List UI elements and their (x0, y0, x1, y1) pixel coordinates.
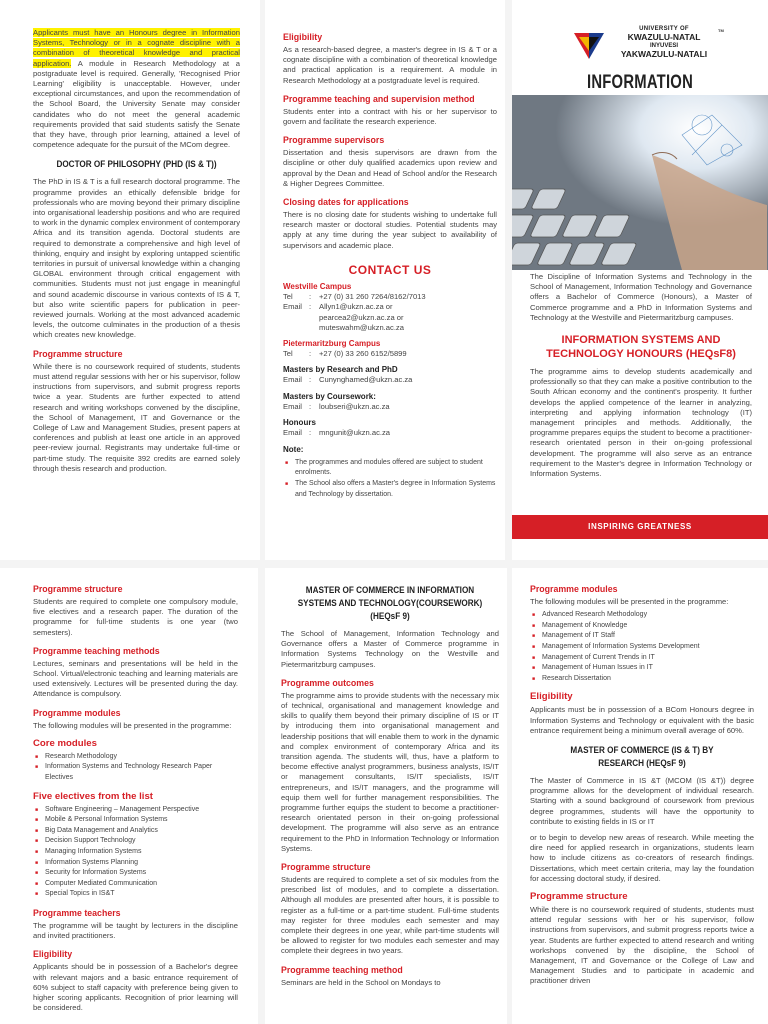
list-item: ■ Information Systems and Technology Research Paper Electives (33, 762, 238, 783)
closing-dates-text: There is no closing date for students wishing to undertake full research master or doctoral studies. Potential students may apply at any time during the year subject to availability of supervisors and academic place. (283, 210, 497, 250)
westville-email-row: Email : Allyn1@ukzn.ac.za or (283, 302, 393, 312)
closing-dates-title: Closing dates for applications (283, 197, 409, 208)
pmb-tel-row: Tel : +27 (0) 33 260 6152/5899 (283, 348, 407, 358)
list-item: ■ Management of Information Systems Development (530, 642, 754, 653)
list-item: ■ The programmes and modules offered are subject to student enrolments. (283, 458, 497, 479)
phd-title: DOCTOR OF PHILOSOPHY (PHD (IS & T)) (56, 159, 217, 171)
list-item: ■ Mobile & Personal Information Systems (33, 815, 238, 826)
outcomes-title: Programme outcomes (281, 677, 374, 688)
phd-structure-title: Programme structure (33, 348, 123, 359)
list-item: ■ Research Dissertation (530, 674, 754, 685)
panel-honours-details (0, 568, 258, 1024)
hons-structure-text: Students are required to complete one compulsory module, five electives and a research paper. The duration of the programme for full-time students is one year (two semesters). (33, 597, 238, 637)
list-item: ■ Big Data Management and Analytics (33, 826, 238, 837)
hons-teaching-text: Lectures, seminars and presentations will be held in the School. Virtual/electronic teaching and learning materials are used extensively. Lectures will be presented during the day. Attendance is compulsory. (33, 658, 238, 699)
cover-body (530, 272, 752, 479)
mcom-coursework-intro: The School of Management, Information Technology and Governance offers a Master of Commerce programme in Information Systems Technology on the Westville and Pietermaritzburg campuses. (281, 629, 499, 669)
list-item: ■ Security for Information Systems (33, 868, 238, 879)
honours-text: The programme aims to develop students academically and professionally so that they can make a positive contribution to the South African economy and the continent's prosperity. It further develops the applied competence of the learner in analyzing, interpreting and applying information technology (IT) management principles and methods. Additionally, the programme prepares equips the student to become a practitioner-research orientated person in their on-going professional development. The programme will also serve as an entrance requirement to the Master's degree in Information Technology or Information Systems. (530, 367, 752, 479)
mcom-teaching-title: Programme teaching method (281, 964, 403, 975)
westville-campus-label: Westville Campus (283, 281, 352, 291)
list-item: ■ Software Engineering – Management Perspective (33, 805, 238, 816)
panel-mcom-research (512, 568, 768, 1024)
note-label: Note: (283, 444, 304, 454)
logo-line-3: INYUVESI (649, 43, 678, 49)
mcom-modules-title: Programme modules (530, 584, 618, 594)
westville-email-3[interactable]: muteswahm@ukzn.ac.za (319, 323, 404, 333)
hero-image-keyboard (512, 95, 768, 270)
teachers-title: Programme teachers (33, 907, 121, 918)
core-modules-list (33, 752, 238, 784)
mcom-coursework-title: MASTER OF COMMERCE IN INFORMATION SYSTEMS AND TECHNOLOGY(COURSEWORK) (HEQsF 9) (297, 585, 483, 622)
mcom-structure-title: Programme structure (281, 862, 371, 873)
outcomes-text: The programme aims to provide students with the necessary mix of technical, organisational and management knowledge and skills to qualify them beyond their primary discipline of IS or IT by introducing them into organisational management and leadership positions that will enable them to work in the dynamic and complex environment of contemporary Africa and its transition agenda. The students will, thus, have a platform to become effective analyst programmers, business analysts, IS/IT or management consultants, IS/IT specialists, IS/IT entrepreneurs, and IS/IT managers, and the programme will equip them well for further management responsibilities. The programme further equips the student to become a practitioner-research orientated person in their on-going professional development. The programme will also serve as an entrance requirement to the PhD in Information Technology or Information Systems. (281, 690, 499, 853)
contact-us-title: CONTACT US (348, 262, 432, 277)
research-structure-title: Programme structure (530, 891, 628, 902)
logo-line-1: UNIVERSITY OF (639, 26, 689, 32)
trademark-mark: TM (718, 28, 724, 33)
mcom-eligibility-text: Applicants must have an Honours degree in Information Systems, Technology or in a cognate discipline with a combination of theoretical knowledge and practical application. A module in Research Methodology at a postgraduate level is required. Generally, 'Recognised Prior Learning' eligibility is unacceptable. However, under exceptional circumstances, and upon the recommendation of the School Board, the University Senate may consider candidates who do not meet the general academic requirements provided that said students satisfy the Senate that they have, through prior learning, attained a level of competence adequate for the pursuit of the MCom degree. (33, 28, 240, 150)
hons-modules-title: Programme modules (33, 707, 121, 718)
core-modules-title: Core modules (33, 737, 97, 749)
masters-coursework-label: Masters by Coursework: (283, 391, 376, 401)
panel-cover (512, 0, 768, 560)
logo-line-4: YAKWAZULU-NATALI (620, 49, 708, 59)
mcom-research-title: MASTER OF COMMERCE (IS & T) BY RESEARCH (HEQsF 9) (570, 744, 714, 769)
mcom-structure-text: Students are required to complete a set of six modules from the prescribed list of modules, and to complete a dissertation. Although all modules are presented after hours, it is possible to register as a full-time or a part-time student. Full-time students may register for three modules each semester and may complete their degrees in one year, while part-time students will be allowed to register for two modules each semester and may complete their degrees in two years. (281, 875, 499, 956)
cover-title: INFORMATION (586, 72, 694, 93)
mcom-modules-list (530, 610, 754, 684)
list-item: ■ Information Systems Planning (33, 858, 238, 869)
masters-research-email[interactable]: Cunynghamed@ukzn.ac.za (319, 375, 413, 385)
mcom-modules-text: The following modules will be presented in the programme: (530, 597, 729, 606)
inspiring-greatness-band: INSPIRING GREATNESS (512, 515, 768, 539)
teachers-text: The programme will be taught by lecturers in the discipline and invited practitioners. (33, 920, 238, 941)
masters-coursework-email[interactable]: loubseri@ukzn.ac.za (319, 401, 390, 411)
westville-email-2[interactable]: pearcea2@ukzn.ac.za or (319, 312, 404, 322)
panel-eligibility-contact: Eligibility As a research-based degree, a master's degree in IS & T or a cognate discipline with a combination of theoretical knowledge and practical application is a requirement. A module in Research Methodology at a postgraduate level is required. Programme teaching and supervision method Students enter into a contract with his or her supervisor to govern and facilitate the research experience. Programme supervisors Dissertation and thesis supervisors are drawn from the discipline or other duly qualified academics upon review and approval by the Dean and Head of School and/or the Research & Higher Degrees Committee. Closing dates for applications There is no closing date for students wishing to undertake full research master or doctoral studies. Potential students may apply at any time during the year subject to availability of supervisors and academic place. CONTACT US Westville Campus Tel : +27 (0) 31 260 7264/8162/7013 Email : Allyn1@ukzn.ac.za or pearcea2@ukzn.ac.za or muteswahm@ukzn.ac.za Pietermaritzburg Campus Tel : +27 (0) 33 260 6152/5899 Masters by Research and PhD Email : Cunynghamed@ukzn.ac.za Masters by Coursework: Email : loubseri@ukzn.ac.za Honours Email : mngunit@ukzn.ac.za Note: ■ The programmes and modules offered are subject to student enrolments. ■ The School also offers a Master's degree in Information Systems and Technology by dissertation. (265, 0, 505, 560)
westville-tel[interactable]: +27 (0) 31 260 7264/8162/7013 (319, 291, 426, 301)
list-item: ■ Computer Mediated Communication (33, 879, 238, 890)
list-item: ■ Management of Current Trends in IT (530, 653, 754, 664)
electives-list (33, 805, 238, 900)
list-item: ■ Research Methodology (33, 752, 238, 763)
hero-illustration (512, 95, 768, 270)
supervisors-title: Programme supervisors (283, 135, 385, 146)
discipline-intro: The Discipline of Information Systems and Technology in the School of Management, Information Technology and Governance offers a Bachelor of Commerce (Honours), a Master of Commerce programme and a PhD in Information Systems and Technology at the Westville and Pietermaritzburg campuses. (530, 272, 752, 322)
research-structure-text: While there is no coursework required of students, students must attend regular sessions with her or his supervisor, follow instructions from supervisors, and submit progress reports twice a year. Students are further expected to attend research and writing workshops convened by the discipline, the School of Management, IT and Governance or the College of Law and Management Studies and to participate in academic and practitioner driven (530, 905, 754, 986)
list-item: ■ Management of Human Issues in IT (530, 663, 754, 674)
mcom-research-text-1: The Master of Commerce in IS &T (MCOM (IS &T)) degree programme allows for the development of individual research. Starting with a sound background of coursework from previous degree programmes, students will have the opportunity to contribute to existing fields in IS or IT (530, 775, 754, 826)
mcom-eligibility-text-2: Applicants must be in possession of a BCom Honours degree in Information Systems and Technology or equivalent with the basic entrance requirement being a minimum overall average of 60%. (530, 705, 754, 735)
list-item: ■ Management of Knowledge (530, 621, 754, 632)
phd-eligibility-text: As a research-based degree, a master's degree in IS & T or a cognate discipline with a combination of theoretical knowledge and practical application is a requirement. A module in Research Methodology at a postgraduate level is required. (283, 45, 497, 85)
logo-line-2: KWAZULU-NATAL (627, 32, 701, 42)
westville-tel-row: Tel : +27 (0) 31 260 7264/8162/7013 (283, 291, 426, 301)
phd-text: The PhD in IS & T is a full research doctoral programme. The programme provides an ethically defensible bridge for professionals who are moving beyond their primary discipline into organisational leadership positions and who are required to work in the dynamic complex environment of contemporary Africa and its transition agenda. Doctoral students are required to demonstrate a comprehensive and high level of thinking, enquiry and insight by exploring untapped scientific territories in pursuit of universal knowledge within a changing GLOBAL environment through critical engagement with communities. Students must not just engage in meaningful and sound academic discourse in various contexts of IS & T, but also write scientific papers for publication in peer-reviewed journals. Working at the most advanced academic levels, the outcome culminates in the production of a thesis which creates new knowledge. (33, 177, 240, 340)
pmb-campus-label: Pietermaritzburg Campus (283, 338, 381, 348)
panel-mcom-coursework (265, 568, 507, 1024)
westville-email-1[interactable]: Allyn1@ukzn.ac.za or (319, 302, 393, 312)
list-item: ■ Decision Support Technology (33, 836, 238, 847)
mcom-research-text-2: or to begin to develop new areas of research. While meeting the dire need for applied research in organizations, students learn how to include citizens as co-creators of research findings. Dissertations, which meet certain criteria, may lay the foundation for accessing doctoral study, if desired. (530, 832, 754, 883)
ukzn-crest-icon (572, 29, 606, 63)
list-item: ■ The School also offers a Master's degree in Information Systems and Technology by dissertation. (283, 479, 497, 500)
teaching-method-title: Programme teaching and supervision method (283, 93, 475, 104)
hons-structure-title: Programme structure (33, 584, 123, 594)
notes-list (283, 458, 497, 500)
list-item: ■ Special Topics in IS&T (33, 889, 238, 900)
honours-email[interactable]: mngunit@ukzn.ac.za (319, 428, 391, 438)
electives-title: Five electives from the list (33, 790, 153, 802)
hons-eligibility-text: Applicants should be in possession of a Bachelor's degree with relevant majors and a basic entrance requirement of 60% subject to staff capacity with preference being given to higher scoring applicants. Recognition of prior learning will be considered. (33, 962, 238, 1013)
phd-structure-text: While there is no coursework required of students, students must attend regular sessions with her or his supervisor, follow instructions from supervisors, and submit progress reports twice a year. Students are further expected to attend research and writing workshops convened by the discipline, the School of Management, IT and Governance or the College of Law and Management Studies, present papers at conferences and publish at least one article in an approved peer-review journal. Registrants may undertake full-time or part-time study. The requisite 392 credits are earned solely through thesis research and production. (33, 361, 240, 473)
list-item: ■ Managing Information Systems (33, 847, 238, 858)
masters-research-label: Masters by Research and PhD (283, 365, 398, 375)
list-item: ■ Management of IT Staff (530, 631, 754, 642)
honours-title: INFORMATION SYSTEMS AND TECHNOLOGY HONOURS (HEQsF8) (546, 334, 736, 361)
teaching-method-text: Students enter into a contract with his or her supervisor to govern and facilitate the research experience. (283, 106, 497, 127)
phd-eligibility-title: Eligibility (283, 32, 323, 42)
mcom-teaching-text: Seminars are held in the School on Mondays to (281, 977, 441, 987)
pmb-tel[interactable]: +27 (0) 33 260 6152/5899 (319, 348, 407, 358)
ukzn-logo (572, 26, 732, 66)
hons-teaching-title: Programme teaching methods (33, 645, 160, 656)
honours-label: Honours (283, 418, 316, 428)
list-item: ■ Advanced Research Methodology (530, 610, 754, 621)
hons-modules-text: The following modules will be presented in the programme: (33, 720, 232, 730)
panel-eligibility-phd (0, 0, 260, 560)
mcom-eligibility-title: Eligibility (530, 691, 573, 703)
supervisors-text: Dissertation and thesis supervisors are drawn from the discipline or other duly qualified academics upon review and approval by the Dean and Head of School and/or the Research & Higher Degrees Committee. (283, 148, 497, 188)
hons-eligibility-title: Eligibility (33, 949, 73, 960)
